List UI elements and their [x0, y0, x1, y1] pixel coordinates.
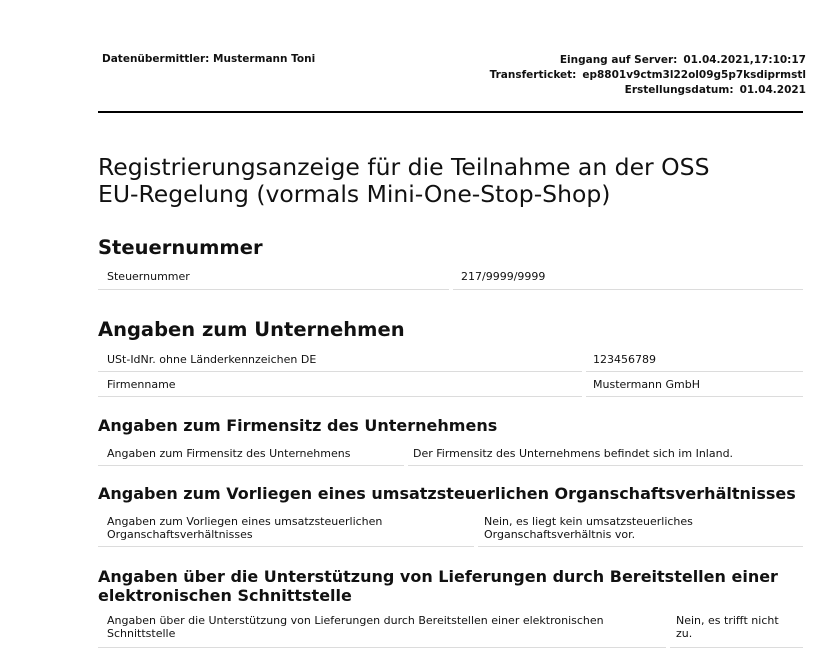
- row-value: [676, 614, 779, 640]
- transfer-ticket-row: [490, 68, 806, 83]
- table-row: [98, 447, 803, 466]
- document-title-line1: Registrierungsanzeige für die Teilnahme an der OSS: [98, 153, 710, 181]
- row-divider: [98, 546, 474, 547]
- row-label-line: Organschaftsverhältnisses: [107, 528, 253, 541]
- server-receipt-row: [490, 53, 806, 68]
- section-heading-schnittstelle: [98, 567, 778, 605]
- row-value-line: Organschaftsverhältnis vor.: [484, 528, 636, 541]
- table-row: [98, 270, 803, 290]
- table-row: [98, 353, 803, 372]
- table-row: [98, 378, 803, 397]
- row-label: [107, 614, 604, 640]
- row-label: Steuernummer: [107, 270, 190, 283]
- row-divider: [98, 465, 404, 466]
- row-value: Mustermann GmbH: [593, 378, 700, 391]
- section-heading-line: elektronischen Schnittstelle: [98, 586, 352, 605]
- row-divider: [98, 371, 582, 372]
- row-value-line: zu.: [676, 627, 693, 640]
- row-divider: [98, 289, 449, 290]
- row-label-line: Angaben über die Unterstützung von Lieferungen durch Bereitstellen einer elektronischen: [107, 614, 604, 627]
- section-heading-steuernummer: Steuernummer: [98, 236, 263, 259]
- transfer-ticket-value: ep8801v9ctm3l22ol09g5p7ksdiprmstl: [582, 69, 806, 81]
- row-divider: [670, 647, 803, 648]
- section-heading-line: Angaben über die Unterstützung von Lieferungen durch Bereitstellen einer: [98, 567, 778, 586]
- row-divider: [453, 289, 803, 290]
- server-receipt-value: 01.04.2021,17:10:17: [683, 54, 806, 66]
- created-date-label: Erstellungsdatum:: [624, 84, 734, 96]
- section-heading-organschaft: Angaben zum Vorliegen eines umsatzsteuerlichen Organschaftsverhältnisses: [98, 484, 796, 503]
- transfer-ticket-label: Transferticket:: [489, 69, 577, 81]
- sender-label: Datenübermittler: Mustermann Toni: [102, 53, 316, 65]
- row-divider: [586, 371, 803, 372]
- transmission-meta: [490, 53, 806, 98]
- row-label: [107, 515, 382, 541]
- row-value: [484, 515, 693, 541]
- row-divider: [98, 396, 582, 397]
- created-date-value: 01.04.2021: [739, 84, 806, 96]
- row-value-line: Nein, es trifft nicht: [676, 614, 779, 627]
- row-divider: [408, 465, 803, 466]
- row-divider: [478, 546, 803, 547]
- table-row: [98, 515, 803, 547]
- row-divider: [98, 647, 666, 648]
- document-title: [98, 154, 798, 208]
- row-label: USt-IdNr. ohne Länderkennzeichen DE: [107, 353, 317, 366]
- row-label-line: Angaben zum Vorliegen eines umsatzsteuerlichen: [107, 515, 383, 528]
- row-divider: [586, 396, 803, 397]
- table-row: [98, 614, 803, 648]
- created-date-row: [490, 83, 806, 98]
- header-divider: [98, 111, 803, 113]
- row-value: 217/9999/9999: [461, 270, 546, 283]
- row-label-line: Schnittstelle: [107, 627, 176, 640]
- server-receipt-label: Eingang auf Server:: [559, 54, 678, 66]
- row-value: 123456789: [593, 353, 656, 366]
- document-title-line2: EU-Regelung (vormals Mini-One-Stop-Shop): [98, 180, 611, 208]
- section-heading-firmensitz: Angaben zum Firmensitz des Unternehmens: [98, 416, 498, 435]
- document-header: [0, 0, 830, 100]
- section-heading-unternehmen: Angaben zum Unternehmen: [98, 318, 405, 341]
- row-value-line: Nein, es liegt kein umsatzsteuerliches: [484, 515, 693, 528]
- row-label: Angaben zum Firmensitz des Unternehmens: [107, 447, 351, 460]
- row-value: Der Firmensitz des Unternehmens befindet sich im Inland.: [413, 447, 734, 460]
- row-label: Firmenname: [107, 378, 176, 391]
